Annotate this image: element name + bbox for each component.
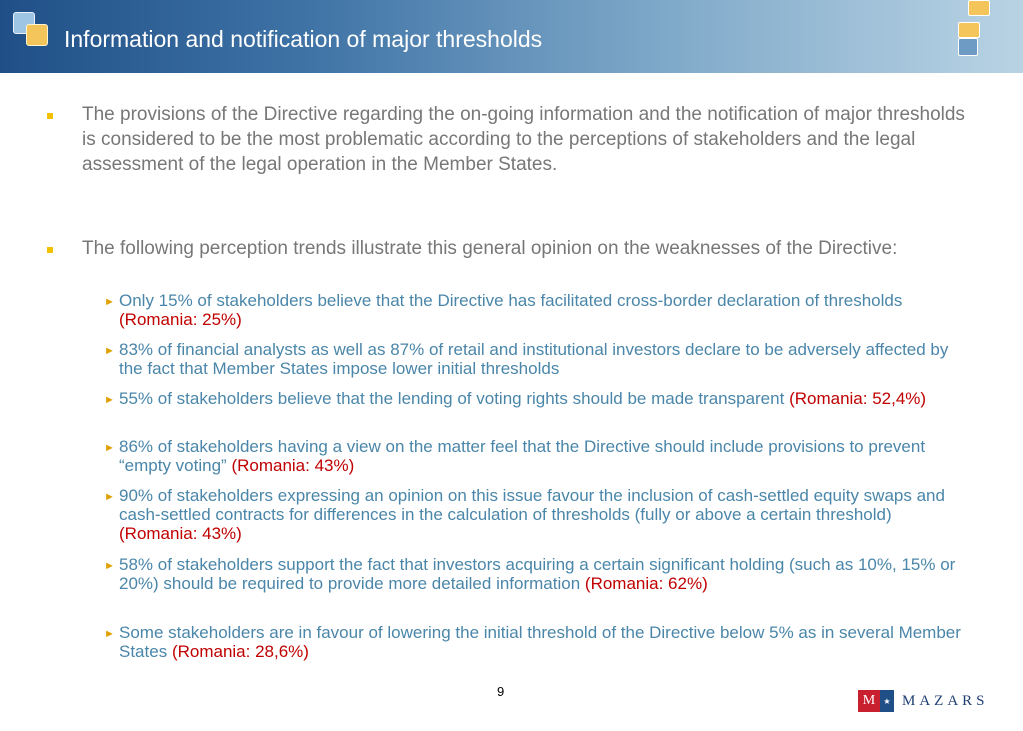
- mazars-logo: [858, 690, 989, 712]
- arrow-icon: ►: [104, 628, 115, 640]
- sub-bullet: [104, 340, 964, 378]
- mazars-logo-letter: M: [858, 690, 880, 712]
- sub-bullet: [104, 555, 964, 593]
- sub-bullet-text: 90% of stakeholders expressing an opinion on this issue favour the inclusion of cash-settled equity swaps and cash-settled contracts for differences in the calculation of thresholds (fully or above a certain threshold): [119, 486, 945, 524]
- mazars-logo-text: MAZARS: [902, 692, 989, 709]
- sub-bullet-text: 55% of stakeholders believe that the lending of voting rights should be made transparent: [119, 389, 785, 408]
- sub-bullet: [104, 437, 964, 475]
- romania-figure: (Romania: 25%): [119, 310, 242, 329]
- sub-bullet-text: 83% of financial analysts as well as 87% of retail and institutional investors declare to be adversely affected by the fact that Member States impose lower initial thresholds: [119, 340, 949, 378]
- sub-bullet-text: 58% of stakeholders support the fact that investors acquiring a certain significant holding (such as 10%, 15% or 20%) should be required to provide more detailed information: [119, 555, 956, 593]
- decorative-squares-icon: [955, 0, 995, 60]
- bullet-marker-icon: [47, 109, 57, 119]
- arrow-icon: ►: [104, 560, 115, 572]
- arrow-icon: ►: [104, 345, 115, 357]
- slide-header: [0, 0, 1023, 73]
- romania-figure: (Romania: 28,6%): [171, 642, 309, 661]
- arrow-icon: ►: [104, 296, 115, 308]
- stars-icon: ★: [880, 690, 894, 712]
- arrow-icon: ►: [104, 394, 115, 406]
- arrow-icon: ►: [104, 491, 115, 503]
- romania-figure: (Romania: 43%): [119, 524, 242, 543]
- page-number: 9: [497, 684, 505, 699]
- sub-bullet-text: Some stakeholders are in favour of lowering the initial threshold of the Directive below 5% as in several Member States: [119, 623, 961, 661]
- bullet-text: The provisions of the Directive regarding the on-going information and the notification of major thresholds is considered to be the most problematic according to the perceptions of stakeholders and the legal assessment of the legal operation in the Member States.: [82, 104, 965, 175]
- romania-figure: (Romania: 62%): [584, 574, 708, 593]
- arrow-icon: ►: [104, 442, 115, 454]
- sub-bullet-text: Only 15% of stakeholders believe that the Directive has facilitated cross-border declaration of thresholds: [119, 291, 903, 310]
- romania-figure: (Romania: 52,4%): [789, 389, 927, 408]
- sub-bullet: [104, 486, 964, 543]
- sub-bullet: [104, 389, 964, 408]
- romania-figure: (Romania: 43%): [231, 456, 355, 475]
- bullet-marker-icon: [47, 243, 57, 253]
- sub-bullet: [104, 623, 964, 661]
- slide-title: Information and notification of major thresholds: [64, 26, 543, 52]
- bullet-text: The following perception trends illustrate this general opinion on the weaknesses of the Directive:: [82, 238, 898, 259]
- sub-bullet: [104, 291, 964, 329]
- sub-bullet-text: 86% of stakeholders having a view on the matter feel that the Directive should include provisions to prevent “empty voting”: [119, 437, 926, 475]
- slide-logo-icon: [13, 12, 49, 48]
